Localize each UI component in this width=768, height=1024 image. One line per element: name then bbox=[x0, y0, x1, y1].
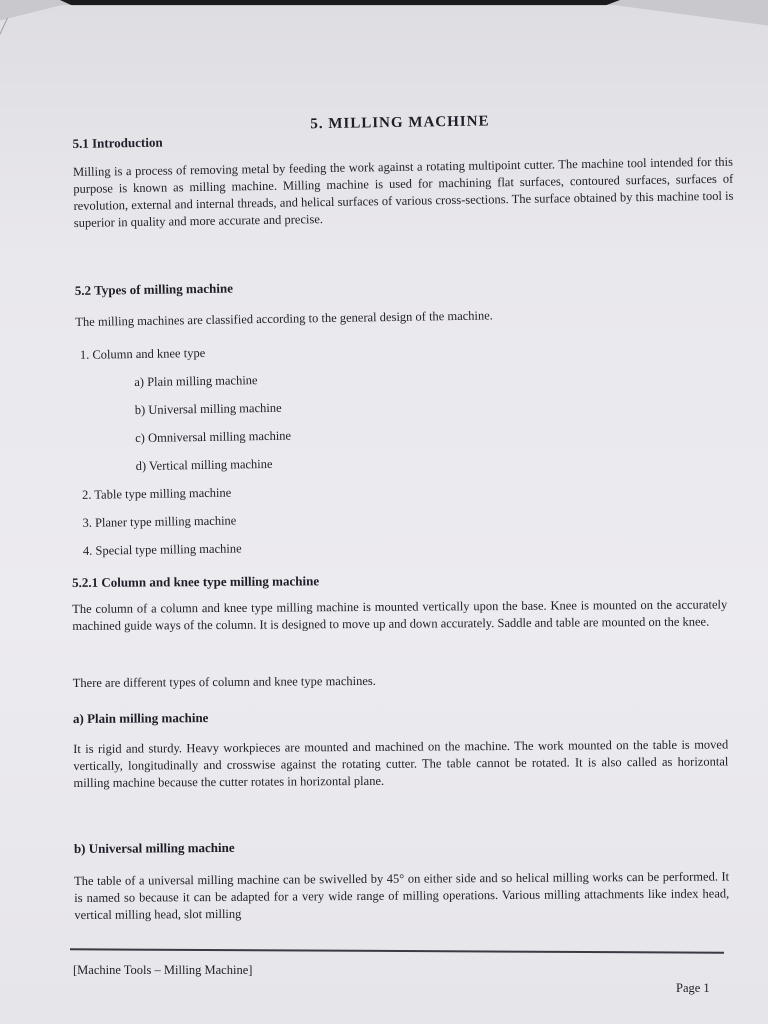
list-item: 3. Planer type milling machine bbox=[82, 513, 237, 530]
intro-heading: 5.1 Introduction bbox=[72, 134, 163, 151]
list-item: d) Vertical milling machine bbox=[135, 456, 273, 474]
list-item: b) Universal milling machine bbox=[134, 400, 282, 418]
universal-body bbox=[74, 868, 729, 924]
list-item: 4. Special type milling machine bbox=[82, 541, 242, 558]
column-knee-heading: 5.2.1 Column and knee type milling machine bbox=[72, 573, 320, 590]
column-knee-note: There are different types of column and knee type machines. bbox=[72, 673, 376, 690]
chapter-title: 5. MILLING MACHINE bbox=[310, 113, 490, 133]
page-number: Page 1 bbox=[676, 981, 710, 995]
list-item: 2. Table type milling machine bbox=[81, 485, 232, 502]
intro-paragraph: Milling is a process of removing metal by feeding the work against a rotating multipoint cutter. The machine tool intended for this purpose is known as milling machine. Milling machine is used for machining flat surfaces, contoured surfaces, surfaces of revolution, external and internal threads, and helical surfaces of various cross-sections. The surface obtained by this machine tool is superior in quality and more accurate and precise. bbox=[72, 154, 734, 230]
intro-body bbox=[73, 154, 734, 232]
list-item: a) Plain milling machine bbox=[134, 373, 258, 390]
plain-heading: a) Plain milling machine bbox=[72, 710, 209, 726]
types-intro: The milling machines are classified according to the general design of the machine. bbox=[75, 308, 493, 329]
list-item: 1. Column and knee type bbox=[79, 345, 206, 362]
plain-paragraph: It is rigid and sturdy. Heavy workpieces are mounted and machined on the machine. The work mounted on the table is moved vertically, longitudinally and crosswise against the rotating cutter. The table cannot be rotated. It is also called as horizontal milling machine because the cutter rotates in horizontal plane. bbox=[73, 737, 729, 790]
footer-title: [Machine Tools – Milling Machine] bbox=[73, 963, 253, 977]
universal-heading: b) Universal milling machine bbox=[73, 839, 235, 856]
universal-paragraph: The table of a universal milling machine can be swivelled by 45° on either side and so helical milling works can be performed. It is named so because it can be adapted for a very wide range of milling operations. Various milling attachments like index head, vertical milling head, slot milling bbox=[74, 869, 730, 922]
types-heading: 5.2 Types of milling machine bbox=[74, 280, 234, 298]
list-item: c) Omniversal milling machine bbox=[135, 428, 292, 446]
column-knee-body bbox=[72, 596, 727, 635]
plain-body bbox=[73, 736, 728, 792]
column-knee-paragraph: The column of a column and knee type milling machine is mounted vertically upon the base. Knee is mounted on the accurately machined guide ways of the column. It is designed to move up and down accurately. Saddle and table are mounted on the knee. bbox=[72, 597, 728, 633]
